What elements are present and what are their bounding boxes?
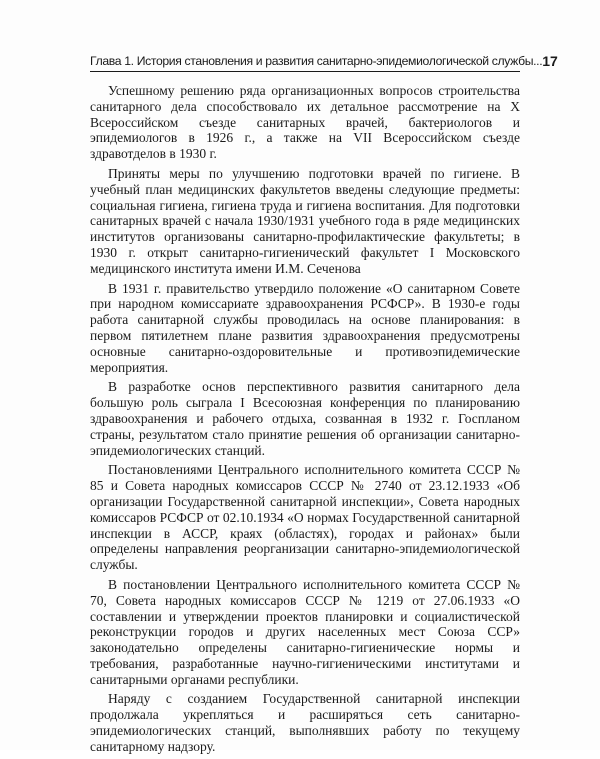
paragraph: В постановлении Центрального исполнительного комитета СССР № 70, Совета народных комиссаров СССР № 1219 от 27.06.1933 «О составлении и утверждении проектов планировки и социалистической реконструкции городов и других населенных мест Союза ССР» законодательно определены санитарно-гигиенические нормы и требования, разработанные научно-гигиеническими институтами и санитарными органами республики. [90,576,520,687]
running-head: Глава 1. История становления и развития санитарно-эпидемиологической службы... [90,54,543,68]
page-number: 17 [542,53,558,69]
page-header [90,47,558,72]
paragraph: Успешному решению ряда организационных вопросов строительства санитарного дела способствовало их детальное рассмотрение на X Всероссийском съезде санитарных врачей, бактериологов и эпидемиологов в 1926 г., а также на VII Всероссийском съезде здравотделов в 1930 г. [90,83,520,162]
paragraph: В разработке основ перспективного развития санитарного дела большую роль сыграла I Всесоюзная конференция по планированию здравоохранения и рабочего отдыха, созванная в 1932 г. Госпланом страны, результатом стало принятие решения об организации санитарно-эпидемиологических станций. [90,379,520,458]
paragraph: В 1931 г. правительство утвердило положение «О санитарном Совете при народном комиссариате здравоохранения РСФСР». В 1930-е годы работа санитарной службы проводилась на основе планирования: в первом пятилетнем плане развития здравоохранения предусмотрены основные санитарно-оздоровительные и противоэпидемические мероприятия. [90,280,520,375]
paragraph: Постановлениями Центрального исполнительного комитета СССР № 85 и Совета народных комиссаров СССР № 2740 от 23.12.1933 «Об организации Государственной санитарной инспекции», Совета народных комиссаров РСФСР от 02.10.1934 «О нормах Государственной санитарной инспекции в АССР, краях (областях), городах и районах» были определены направления реорганизации санитарно-эпидемиологической службы. [90,462,520,573]
paragraph: Приняты меры по улучшению подготовки врачей по гигиене. В учебный план медицинских факультетов введены следующие предметы: социальная гигиена, гигиена труда и гигиена воспитания. Для подготовки санитарных врачей с начала 1930/1931 учебного года в ряде медицинских институтов организованы санитарно-профилактические факультеты; в 1930 г. открыт санитарно-гигиенический факультет I Московского медицинского института имени И.М. Сеченова [90,165,520,276]
paragraph: Наряду с созданием Государственной санитарной инспекции продолжала укрепляться и расширяться сеть санитарно-эпидемиологических станций, выполнявших работу по текущему санитарному надзору. [90,691,520,754]
body-text [90,83,520,759]
